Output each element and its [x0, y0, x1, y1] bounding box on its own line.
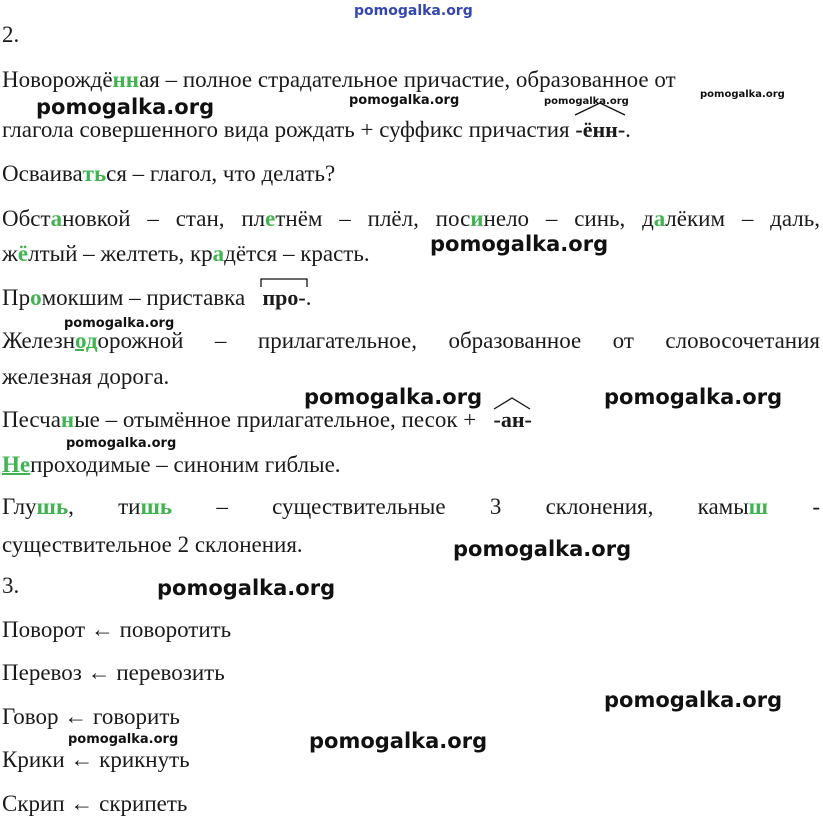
highlighted-letters: а: [653, 206, 666, 231]
watermark: pomogalka.org: [66, 436, 177, 451]
paragraph-novorozhdennaya-line1: [2, 66, 676, 94]
word-pair-perevoz: [2, 659, 225, 687]
text-segment: ся – глагол, что делать?: [106, 161, 336, 186]
highlighted-letters: е: [265, 206, 276, 231]
noun-word: Скрип: [2, 791, 65, 816]
text-segment: лёким – даль,: [665, 206, 821, 231]
arrow-icon: ←: [90, 617, 114, 642]
number-3: 3: [489, 494, 502, 519]
text-segment: новкой – стан, пл: [62, 206, 266, 231]
hyphen: -: [812, 494, 820, 519]
highlighted-letters: о: [30, 285, 42, 310]
watermark: pomogalka.org: [64, 316, 175, 331]
noun-word: Поворот: [2, 617, 86, 642]
watermark: pomogalka.org: [36, 95, 215, 119]
dash: –: [216, 494, 228, 519]
highlighted-letters: а: [212, 241, 225, 266]
noun-word: Говор: [2, 704, 59, 729]
text-segment: дётся – красть.: [224, 241, 370, 266]
paragraph-osvaivatsya: [2, 160, 335, 188]
text-segment: Новорождё: [2, 67, 113, 92]
text-segment: тнём – плёл, пос: [275, 206, 471, 231]
period: .: [305, 285, 312, 310]
paragraph-peschanye: [2, 406, 532, 434]
word-pair-kriki: [2, 746, 190, 774]
watermark: pomogalka.org: [604, 385, 783, 409]
highlighted-letters: и: [470, 206, 484, 231]
highlighted-letters: од: [75, 328, 98, 353]
text-segment: нело – синь, д: [483, 206, 654, 231]
watermark: pomogalka.org: [68, 732, 179, 747]
text-segment: орожной – прилагательное, образованное от словосочетания: [97, 328, 820, 353]
watermark: pomogalka.org: [309, 729, 488, 753]
verb-word: поворотить: [119, 617, 232, 642]
arrow-icon: ←: [64, 704, 88, 729]
text-segment: Обст: [2, 206, 51, 231]
paragraph-text: глагола совершенного вида рождать + суффикс причастия: [2, 117, 570, 142]
watermark: pomogalka.org: [157, 576, 336, 600]
word-sushchestvitelnye: существительные: [272, 494, 446, 519]
noun-word: Крики: [2, 747, 65, 772]
watermark: pomogalka.org: [349, 93, 460, 108]
text: ,: [68, 494, 74, 519]
paragraph-glush-line2: существительное 2 склонения.: [2, 532, 303, 557]
verb-word: скрипеть: [99, 791, 188, 816]
text-segment: лтый – желтеть, кр: [28, 241, 213, 266]
word-pair-povorot: [2, 616, 231, 644]
highlighted-letters: ть: [82, 161, 107, 186]
paragraph-novorozhdennaya-line2: [2, 116, 631, 144]
text-segment: ые – отымённое прилагательное, песок +: [74, 407, 477, 432]
text-segment: проходимые – синоним гиблые.: [30, 452, 341, 477]
word-skloneniya: склонения,: [545, 494, 654, 519]
text-segment: Песча: [2, 407, 61, 432]
text: ти: [118, 494, 141, 519]
arrow-icon: ←: [70, 747, 94, 772]
paragraph-obstanovkoy-line1: [2, 205, 820, 233]
highlighted-letters: ё: [17, 241, 29, 266]
section-number-3: 3.: [2, 573, 20, 598]
text-segment: ая – полное страдательное причастие, образованное от: [139, 67, 676, 92]
highlighted-letters: н: [60, 407, 75, 432]
highlighted-letters: а: [50, 206, 63, 231]
highlighted-letters: Не: [2, 452, 31, 477]
paragraph-zheleznodorozhnoy-line1: [2, 327, 820, 355]
paragraph-promokshim: [2, 284, 311, 312]
highlighted-letters: нн: [112, 67, 140, 92]
prefix-pro: [262, 284, 305, 312]
text-segment: ж: [2, 241, 18, 266]
verb-word: крикнуть: [99, 747, 190, 772]
watermark-top: pomogalka.org: [354, 3, 473, 19]
word-pair-skrip: [2, 790, 187, 818]
verb-word: перевозить: [116, 660, 225, 685]
suffix-an-text: -ан-: [493, 407, 532, 432]
watermark: pomogalka.org: [304, 385, 483, 409]
word-pair-govor: [2, 703, 180, 731]
text-segment: мокшим – приставка: [41, 285, 246, 310]
watermark: pomogalka.org: [544, 96, 629, 107]
word-tish: [118, 493, 172, 521]
paragraph-zheleznodorozhnoy-line2: железная дорога.: [2, 364, 170, 389]
highlight: шь: [36, 494, 69, 519]
watermark: pomogalka.org: [453, 537, 632, 561]
paragraph-text: [2, 285, 245, 310]
paragraph-glush-line1: [2, 493, 820, 521]
watermark: pomogalka.org: [700, 89, 785, 100]
word-kamysh: [698, 493, 768, 521]
suffix-mark: [492, 396, 532, 410]
noun-word: Перевоз: [2, 660, 82, 685]
arrow-icon: ←: [70, 791, 94, 816]
period: .: [625, 117, 631, 142]
watermark: pomogalka.org: [604, 688, 783, 712]
paragraph-obstanovkoy-line2: [2, 240, 370, 268]
text: камы: [697, 494, 749, 519]
highlight: ш: [748, 494, 769, 519]
text-segment: Железн: [2, 328, 76, 353]
arrow-icon: ←: [87, 660, 111, 685]
watermark: pomogalka.org: [430, 232, 609, 256]
prefix-pro-text: про-: [262, 285, 306, 310]
suffix-enn-text: -ённ-: [575, 117, 626, 142]
paragraph-text: [2, 407, 476, 432]
text: Глу: [2, 494, 37, 519]
word-glush: [2, 493, 74, 521]
highlight: шь: [140, 494, 173, 519]
suffix-enn: [575, 116, 625, 144]
section-number-2: 2.: [2, 22, 20, 47]
suffix-an: [494, 406, 532, 434]
prefix-mark: [260, 278, 310, 288]
verb-word: говорить: [92, 704, 180, 729]
text-segment: Пр: [2, 285, 31, 310]
text-segment: Осваива: [2, 161, 83, 186]
paragraph-neprokhodimye: [2, 451, 341, 479]
